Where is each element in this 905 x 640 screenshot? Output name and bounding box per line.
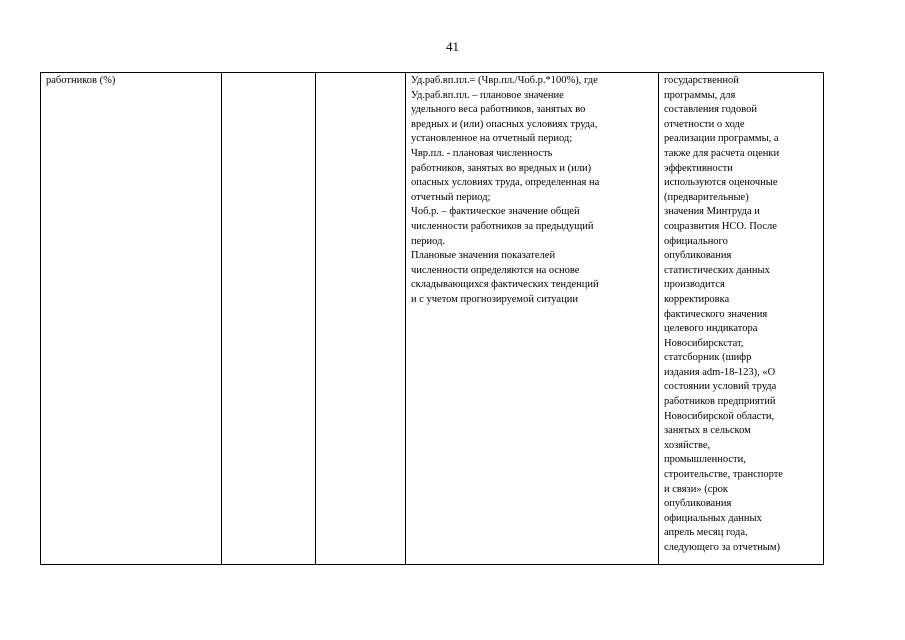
cell-text-line: статсборник (шифр — [664, 352, 752, 364]
cell-text-line: издания adm-18-123), «О — [664, 366, 776, 378]
cell-text-line: Чвр.пл. - плановая численность — [411, 147, 553, 159]
cell-text-line: численности определяются на основе — [411, 264, 580, 276]
cell-text-line: работников (%) — [46, 75, 116, 86]
cell-text-line: состоянии условий труда — [664, 381, 777, 393]
cell-text-line: Чоб.р. – фактическое значение общей — [411, 206, 580, 218]
cell-text-line: отчетности о ходе — [664, 118, 745, 130]
cell-text-line: установленное на отчетный период; — [411, 133, 573, 145]
page-number: 41 — [446, 39, 459, 54]
cell-text-line: программы, для — [664, 89, 736, 101]
cell-text-line: занятых в сельском — [664, 425, 751, 437]
cell-text-line: отчетный период; — [411, 191, 491, 203]
cell-data-source — [659, 73, 824, 565]
cell-text-line: удельного веса работников, занятых во — [411, 104, 586, 116]
cell-text-line: статистических данных — [664, 264, 770, 276]
cell-text-line: опасных условиях труда, определенная на — [411, 177, 600, 189]
cell-text-line: фактического значения — [664, 308, 768, 320]
cell-text-line: Новосибирскстат, — [664, 337, 744, 349]
cell-calculation-method — [406, 73, 659, 565]
cell-text-line: целевого индикатора — [664, 323, 758, 335]
table-row — [41, 73, 824, 565]
cell-text-line: официальных данных — [664, 512, 762, 524]
cell-text-line: Уд.раб.вп.пл. – плановое значение — [411, 89, 564, 101]
cell-text-line: используются оценочные — [664, 177, 778, 189]
cell-text-line: государственной — [664, 75, 739, 86]
cell-text-line: составления годовой — [664, 104, 757, 116]
cell-text-line: и связи» (срок — [664, 483, 728, 495]
indicator-table — [40, 72, 824, 565]
cell-text-line: Новосибирской области, — [664, 410, 775, 422]
cell-text-line: период. — [411, 235, 446, 247]
cell-value — [316, 73, 406, 565]
cell-text-line: складывающихся фактических тенденций — [411, 279, 599, 291]
cell-text-line: промышленности, — [664, 454, 746, 466]
cell-unit — [222, 73, 316, 565]
cell-text-line: реализации программы, а — [664, 133, 779, 145]
cell-text-line: корректировка — [664, 293, 730, 305]
cell-text-line: Уд.раб.вп.пл.= (Чвр.пл./Чоб.р.*100%), где — [411, 75, 598, 86]
cell-text-line: следующего за отчетным) — [664, 542, 781, 553]
cell-text-line: опубликования — [664, 498, 732, 510]
cell-text-line: официального — [664, 235, 728, 247]
cell-text-line: значения Минтруда и — [664, 206, 760, 218]
cell-text-line: работников, занятых во вредных и (или) — [411, 162, 592, 174]
cell-text-line: апрель месяц года, — [664, 527, 748, 539]
cell-text-line: строительстве, транспорте — [664, 469, 783, 481]
cell-text-line: хозяйстве, — [664, 439, 711, 451]
cell-text-line: и с учетом прогнозируемой ситуации — [411, 293, 578, 305]
cell-text-line: Плановые значения показателей — [411, 250, 556, 262]
cell-text-line: производится — [664, 279, 725, 291]
cell-text-line: также для расчета оценки — [664, 147, 780, 159]
cell-text-line: (предварительные) — [664, 191, 749, 203]
cell-text-line: работников предприятий — [664, 396, 776, 408]
cell-text-line: вредных и (или) опасных условиях труда, — [411, 118, 598, 130]
cell-text-line: соцразвития НСО. После — [664, 220, 777, 232]
cell-text-line: эффективности — [664, 162, 733, 174]
cell-indicator-name — [41, 73, 222, 565]
cell-text-line: численности работников за предыдущий — [411, 220, 594, 232]
cell-text-line: опубликования — [664, 250, 732, 262]
